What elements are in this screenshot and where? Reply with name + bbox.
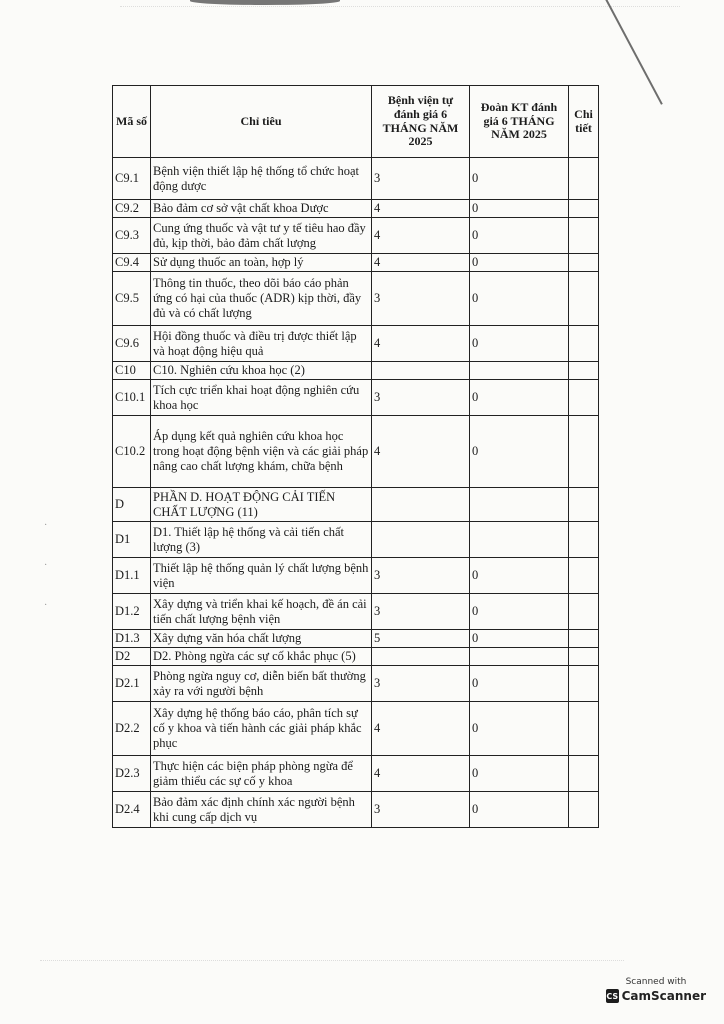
row-hospital-score: 4 (372, 702, 470, 756)
row-code: D1.1 (113, 558, 151, 594)
scan-corner-line (600, 0, 663, 105)
row-criterion: Sử dụng thuốc an toàn, hợp lý (151, 254, 372, 272)
row-criterion: Bảo đảm cơ sở vật chất khoa Dược (151, 200, 372, 218)
scan-artifact-bottom (40, 960, 624, 961)
table-row (113, 558, 599, 594)
row-code: C9.6 (113, 326, 151, 362)
row-code: C9.5 (113, 272, 151, 326)
row-detail (569, 648, 599, 666)
row-code: C9.3 (113, 218, 151, 254)
row-code: C10.2 (113, 416, 151, 488)
camscanner-brand: CamScanner (621, 989, 706, 1003)
table-row (113, 158, 599, 200)
table-row (113, 648, 599, 666)
row-detail (569, 380, 599, 416)
row-criterion: Phòng ngừa nguy cơ, diễn biến bất thường xảy ra với người bệnh (151, 666, 372, 702)
row-criterion: C10. Nghiên cứu khoa học (2) (151, 362, 372, 380)
row-detail (569, 218, 599, 254)
evaluation-table (112, 85, 599, 828)
row-criterion: Áp dụng kết quả nghiên cứu khoa học trong hoạt động bệnh viện và các giải pháp nâng cao chất lượng khám, chữa bệnh (151, 416, 372, 488)
row-detail (569, 200, 599, 218)
row-code: D (113, 488, 151, 522)
row-team-score: 0 (470, 380, 569, 416)
row-detail (569, 272, 599, 326)
row-hospital-score: 4 (372, 218, 470, 254)
row-team-score: 0 (470, 200, 569, 218)
row-team-score: 0 (470, 218, 569, 254)
header-code: Mã số (113, 86, 151, 158)
row-hospital-score: 3 (372, 272, 470, 326)
row-code: C9.2 (113, 200, 151, 218)
row-team-score: 0 (470, 326, 569, 362)
table-row (113, 594, 599, 630)
row-hospital-score: 4 (372, 254, 470, 272)
table-row (113, 792, 599, 828)
row-detail (569, 702, 599, 756)
table-row (113, 702, 599, 756)
row-hospital-score: 3 (372, 666, 470, 702)
row-team-score: 0 (470, 756, 569, 792)
row-code: D2.4 (113, 792, 151, 828)
scan-edge-mark: · (44, 600, 48, 611)
row-detail (569, 416, 599, 488)
row-team-score (470, 648, 569, 666)
row-code: D2.2 (113, 702, 151, 756)
row-hospital-score (372, 362, 470, 380)
row-detail (569, 792, 599, 828)
row-team-score: 0 (470, 594, 569, 630)
row-team-score: 0 (470, 416, 569, 488)
row-code: D1.2 (113, 594, 151, 630)
row-detail (569, 488, 599, 522)
row-hospital-score (372, 488, 470, 522)
row-code: C9.1 (113, 158, 151, 200)
row-hospital-score (372, 522, 470, 558)
row-criterion: Bảo đảm xác định chính xác người bệnh khi cung cấp dịch vụ (151, 792, 372, 828)
row-hospital-score: 3 (372, 792, 470, 828)
table-header-row (113, 86, 599, 158)
row-code: D1 (113, 522, 151, 558)
row-hospital-score: 4 (372, 200, 470, 218)
row-criterion: D1. Thiết lập hệ thống và cải tiến chất lượng (3) (151, 522, 372, 558)
row-code: D1.3 (113, 630, 151, 648)
table-row (113, 272, 599, 326)
row-hospital-score: 5 (372, 630, 470, 648)
row-criterion: PHẦN D. HOẠT ĐỘNG CẢI TIẾN CHẤT LƯỢNG (11) (151, 488, 372, 522)
table-row (113, 416, 599, 488)
row-criterion: Thông tin thuốc, theo dõi báo cáo phản ứng có hại của thuốc (ADR) kịp thời, đầy đủ và có chất lượng (151, 272, 372, 326)
row-criterion: Thực hiện các biện pháp phòng ngừa để giảm thiểu các sự cố y khoa (151, 756, 372, 792)
row-criterion: Xây dựng hệ thống báo cáo, phân tích sự cố y khoa và tiến hành các giải pháp khắc phục (151, 702, 372, 756)
row-code: C9.4 (113, 254, 151, 272)
scan-edge-mark: · (44, 560, 48, 571)
row-team-score (470, 488, 569, 522)
row-team-score: 0 (470, 158, 569, 200)
row-hospital-score: 4 (372, 416, 470, 488)
table-row (113, 666, 599, 702)
row-detail (569, 756, 599, 792)
row-detail (569, 326, 599, 362)
row-criterion: Hội đồng thuốc và điều trị được thiết lập và hoạt động hiệu quả (151, 326, 372, 362)
table-row (113, 218, 599, 254)
table-row (113, 522, 599, 558)
row-hospital-score: 3 (372, 158, 470, 200)
row-hospital-score: 4 (372, 326, 470, 362)
row-team-score (470, 522, 569, 558)
table-row (113, 380, 599, 416)
row-detail (569, 158, 599, 200)
row-code: C10 (113, 362, 151, 380)
row-code: D2.3 (113, 756, 151, 792)
row-team-score: 0 (470, 666, 569, 702)
table-row (113, 630, 599, 648)
row-detail (569, 666, 599, 702)
row-criterion: Cung ứng thuốc và vật tư y tế tiêu hao đầy đủ, kịp thời, bảo đảm chất lượng (151, 218, 372, 254)
table-row (113, 326, 599, 362)
row-criterion: Thiết lập hệ thống quản lý chất lượng bệnh viện (151, 558, 372, 594)
scan-edge-mark: · (44, 520, 48, 531)
row-team-score: 0 (470, 630, 569, 648)
row-detail (569, 362, 599, 380)
header-detail: Chi tiết (569, 86, 599, 158)
camscanner-logo-icon: CS (606, 989, 619, 1003)
row-detail (569, 522, 599, 558)
row-team-score: 0 (470, 792, 569, 828)
row-detail (569, 558, 599, 594)
row-criterion: Xây dựng văn hóa chất lượng (151, 630, 372, 648)
row-hospital-score: 3 (372, 380, 470, 416)
row-team-score: 0 (470, 558, 569, 594)
row-code: C10.1 (113, 380, 151, 416)
row-team-score: 0 (470, 272, 569, 326)
row-criterion: D2. Phòng ngừa các sự cố khắc phục (5) (151, 648, 372, 666)
table-row (113, 756, 599, 792)
header-hospital-self-assessment: Bệnh viện tự đánh giá 6 THÁNG NĂM 2025 (372, 86, 470, 158)
scanned-with-text: Scanned with (625, 977, 687, 987)
table-row (113, 488, 599, 522)
row-hospital-score: 3 (372, 558, 470, 594)
row-criterion: Bệnh viện thiết lập hệ thống tổ chức hoạt động dược (151, 158, 372, 200)
row-criterion: Xây dựng và triển khai kế hoạch, đề án cải tiến chất lượng bệnh viện (151, 594, 372, 630)
row-criterion: Tích cực triển khai hoạt động nghiên cứu khoa học (151, 380, 372, 416)
row-hospital-score (372, 648, 470, 666)
header-team-assessment: Đoàn KT đánh giá 6 THÁNG NĂM 2025 (470, 86, 569, 158)
row-code: D2 (113, 648, 151, 666)
table-row (113, 200, 599, 218)
row-team-score (470, 362, 569, 380)
row-hospital-score: 4 (372, 756, 470, 792)
row-detail (569, 630, 599, 648)
row-detail (569, 254, 599, 272)
row-detail (569, 594, 599, 630)
header-criterion: Chỉ tiêu (151, 86, 372, 158)
row-team-score: 0 (470, 702, 569, 756)
row-hospital-score: 3 (372, 594, 470, 630)
table-row (113, 254, 599, 272)
row-code: D2.1 (113, 666, 151, 702)
camscanner-watermark (606, 977, 706, 1017)
row-team-score: 0 (470, 254, 569, 272)
table-row (113, 362, 599, 380)
